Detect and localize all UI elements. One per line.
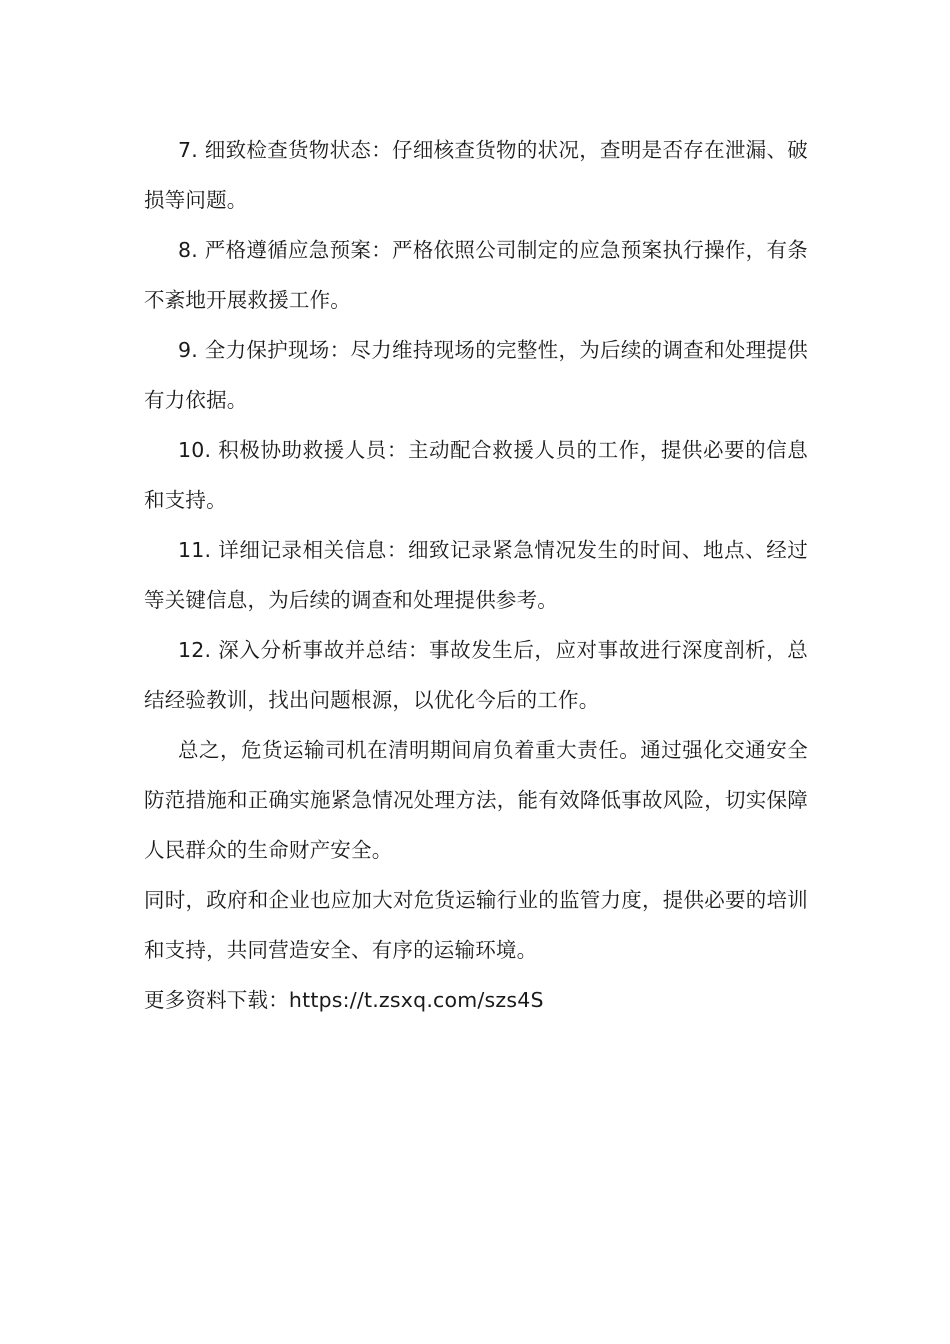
paragraph-item-8: 8. 严格遵循应急预案：严格依照公司制定的应急预案执行操作，有条不紊地开展救援工作。 [144, 238, 808, 312]
paragraph-item-9: 9. 全力保护现场：尽力维持现场的完整性，为后续的调查和处理提供有力依据。 [144, 338, 808, 412]
paragraph-item-11: 11. 详细记录相关信息：细致记录紧急情况发生的时间、地点、经过等关键信息，为后续的调查和处理提供参考。 [144, 538, 808, 612]
paragraph-item-7: 7. 细致检查货物状态：仔细核查货物的状况，查明是否存在泄漏、破损等问题。 [144, 138, 808, 212]
paragraph-item-12: 12. 深入分析事故并总结：事故发生后，应对事故进行深度剖析，总结经验教训，找出问题根源，以优化今后的工作。 [144, 638, 808, 712]
closing-paragraph: 同时，政府和企业也应加大对危货运输行业的监管力度，提供必要的培训和支持，共同营造安全、有序的运输环境。 [144, 888, 808, 962]
download-link-line[interactable]: 更多资料下载：https://t.zsxq.com/szs4S [144, 988, 544, 1012]
paragraph-item-10: 10. 积极协助救援人员：主动配合救援人员的工作，提供必要的信息和支持。 [144, 438, 808, 512]
summary-paragraph: 总之，危货运输司机在清明期间肩负着重大责任。通过强化交通安全防范措施和正确实施紧急情况处理方法，能有效降低事故风险，切实保障人民群众的生命财产安全。 [144, 738, 808, 862]
document-body [144, 125, 808, 1025]
